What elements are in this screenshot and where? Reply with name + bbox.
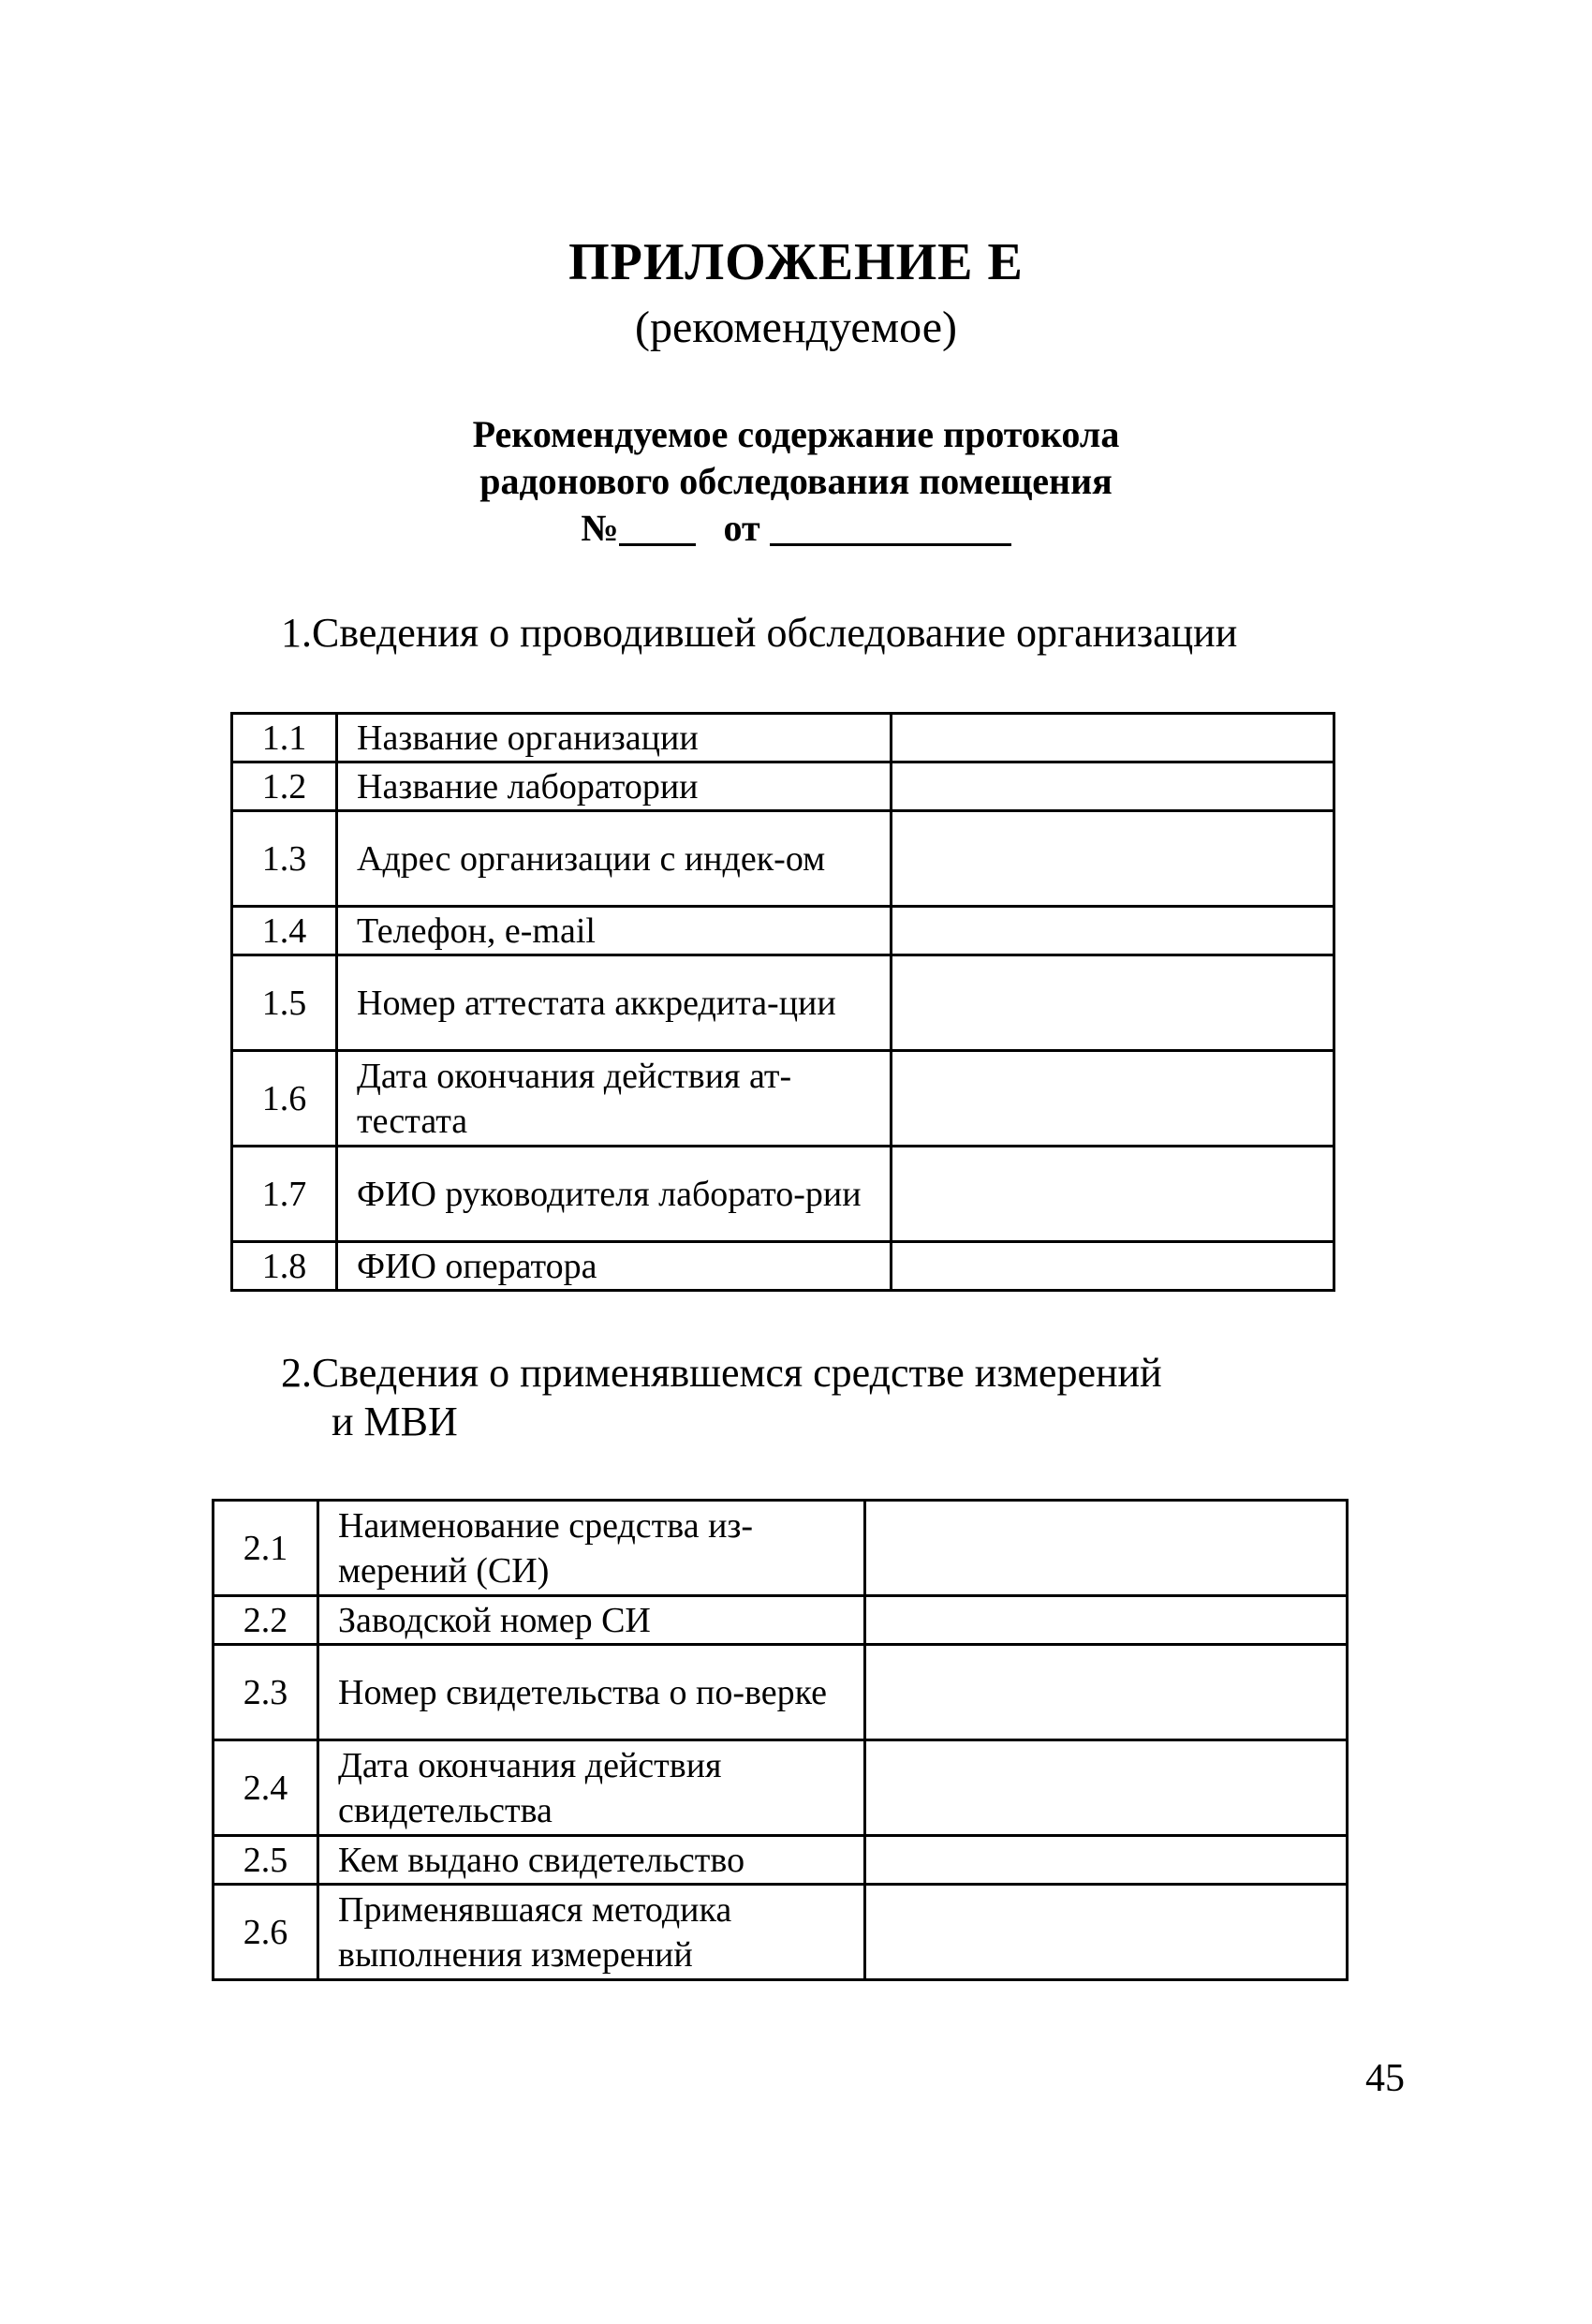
- row-number: 2.1: [214, 1501, 318, 1596]
- row-label: Кем выдано свидетельство: [318, 1836, 865, 1885]
- row-value-cell[interactable]: [865, 1501, 1348, 1596]
- number-label: №: [581, 507, 619, 549]
- row-number: 2.6: [214, 1885, 318, 1980]
- table-row: [232, 714, 1334, 762]
- row-label: Дата окончания действия свидетельства: [318, 1740, 865, 1836]
- row-number: 1.4: [232, 907, 337, 955]
- row-value-cell[interactable]: [892, 811, 1334, 907]
- row-label: Дата окончания действия ат-тестата: [337, 1051, 892, 1147]
- table-row: [214, 1645, 1348, 1740]
- row-number: 2.2: [214, 1596, 318, 1645]
- row-number: 1.5: [232, 955, 337, 1051]
- section-1-title: 1.Сведения о проводившей обследование организации: [281, 610, 1238, 656]
- page-number: 45: [1365, 2057, 1405, 2100]
- row-label: Применявшаяся методика выполнения измерений: [318, 1885, 865, 1980]
- table-row: [214, 1596, 1348, 1645]
- row-value-cell[interactable]: [865, 1596, 1348, 1645]
- row-number: 2.4: [214, 1740, 318, 1836]
- table-row: [232, 955, 1334, 1051]
- row-label: Номер аттестата аккредита-ции: [337, 955, 892, 1051]
- row-label: ФИО оператора: [337, 1242, 892, 1291]
- date-from-label: от: [723, 507, 760, 549]
- row-number: 1.3: [232, 811, 337, 907]
- document-heading-line-2: радонового обследования помещения: [479, 460, 1113, 502]
- row-label: Наименование средства из-мерений (СИ): [318, 1501, 865, 1596]
- row-number: 2.3: [214, 1645, 318, 1740]
- table-row: [232, 1242, 1334, 1291]
- table-row: [214, 1740, 1348, 1836]
- section-2-title-line-1: 2.Сведения о применявшемся средстве измерений: [281, 1350, 1162, 1396]
- row-label: Название организации: [337, 714, 892, 762]
- organization-info-table: [230, 712, 1335, 1292]
- row-value-cell[interactable]: [892, 1242, 1334, 1291]
- row-number: 1.7: [232, 1147, 337, 1242]
- table-row: [232, 1147, 1334, 1242]
- row-label: Телефон, e-mail: [337, 907, 892, 955]
- row-value-cell[interactable]: [865, 1645, 1348, 1740]
- section-2-title-line-2: и МВИ: [332, 1399, 458, 1444]
- row-value-cell[interactable]: [892, 907, 1334, 955]
- appendix-type: (рекомендуемое): [635, 303, 957, 352]
- table-row: [214, 1836, 1348, 1885]
- row-value-cell[interactable]: [892, 1147, 1334, 1242]
- row-number: 1.2: [232, 762, 337, 811]
- row-value-cell[interactable]: [892, 762, 1334, 811]
- measurement-instrument-table: [212, 1499, 1349, 1981]
- row-number: 1.8: [232, 1242, 337, 1291]
- date-blank: [770, 506, 1011, 546]
- protocol-number-line: [0, 506, 1592, 550]
- table-row: [232, 1051, 1334, 1147]
- row-number: 1.1: [232, 714, 337, 762]
- table-row: [232, 907, 1334, 955]
- table-row: [214, 1501, 1348, 1596]
- row-value-cell[interactable]: [865, 1740, 1348, 1836]
- row-label: Номер свидетельства о по-верке: [318, 1645, 865, 1740]
- row-value-cell[interactable]: [892, 1051, 1334, 1147]
- row-label: Адрес организации с индек-ом: [337, 811, 892, 907]
- document-heading-line-1: Рекомендуемое содержание протокола: [472, 413, 1120, 455]
- row-value-cell[interactable]: [892, 955, 1334, 1051]
- row-number: 1.6: [232, 1051, 337, 1147]
- table-row: [232, 811, 1334, 907]
- row-label: Заводской номер СИ: [318, 1596, 865, 1645]
- row-value-cell[interactable]: [865, 1885, 1348, 1980]
- row-value-cell[interactable]: [865, 1836, 1348, 1885]
- row-value-cell[interactable]: [892, 714, 1334, 762]
- section-2-title: [281, 1349, 1162, 1446]
- row-label: ФИО руководителя лаборато-рии: [337, 1147, 892, 1242]
- table-row: [232, 762, 1334, 811]
- number-blank: [619, 506, 696, 546]
- row-number: 2.5: [214, 1836, 318, 1885]
- row-label: Название лаборатории: [337, 762, 892, 811]
- appendix-title: ПРИЛОЖЕНИЕ Е: [568, 233, 1024, 291]
- table-row: [214, 1885, 1348, 1980]
